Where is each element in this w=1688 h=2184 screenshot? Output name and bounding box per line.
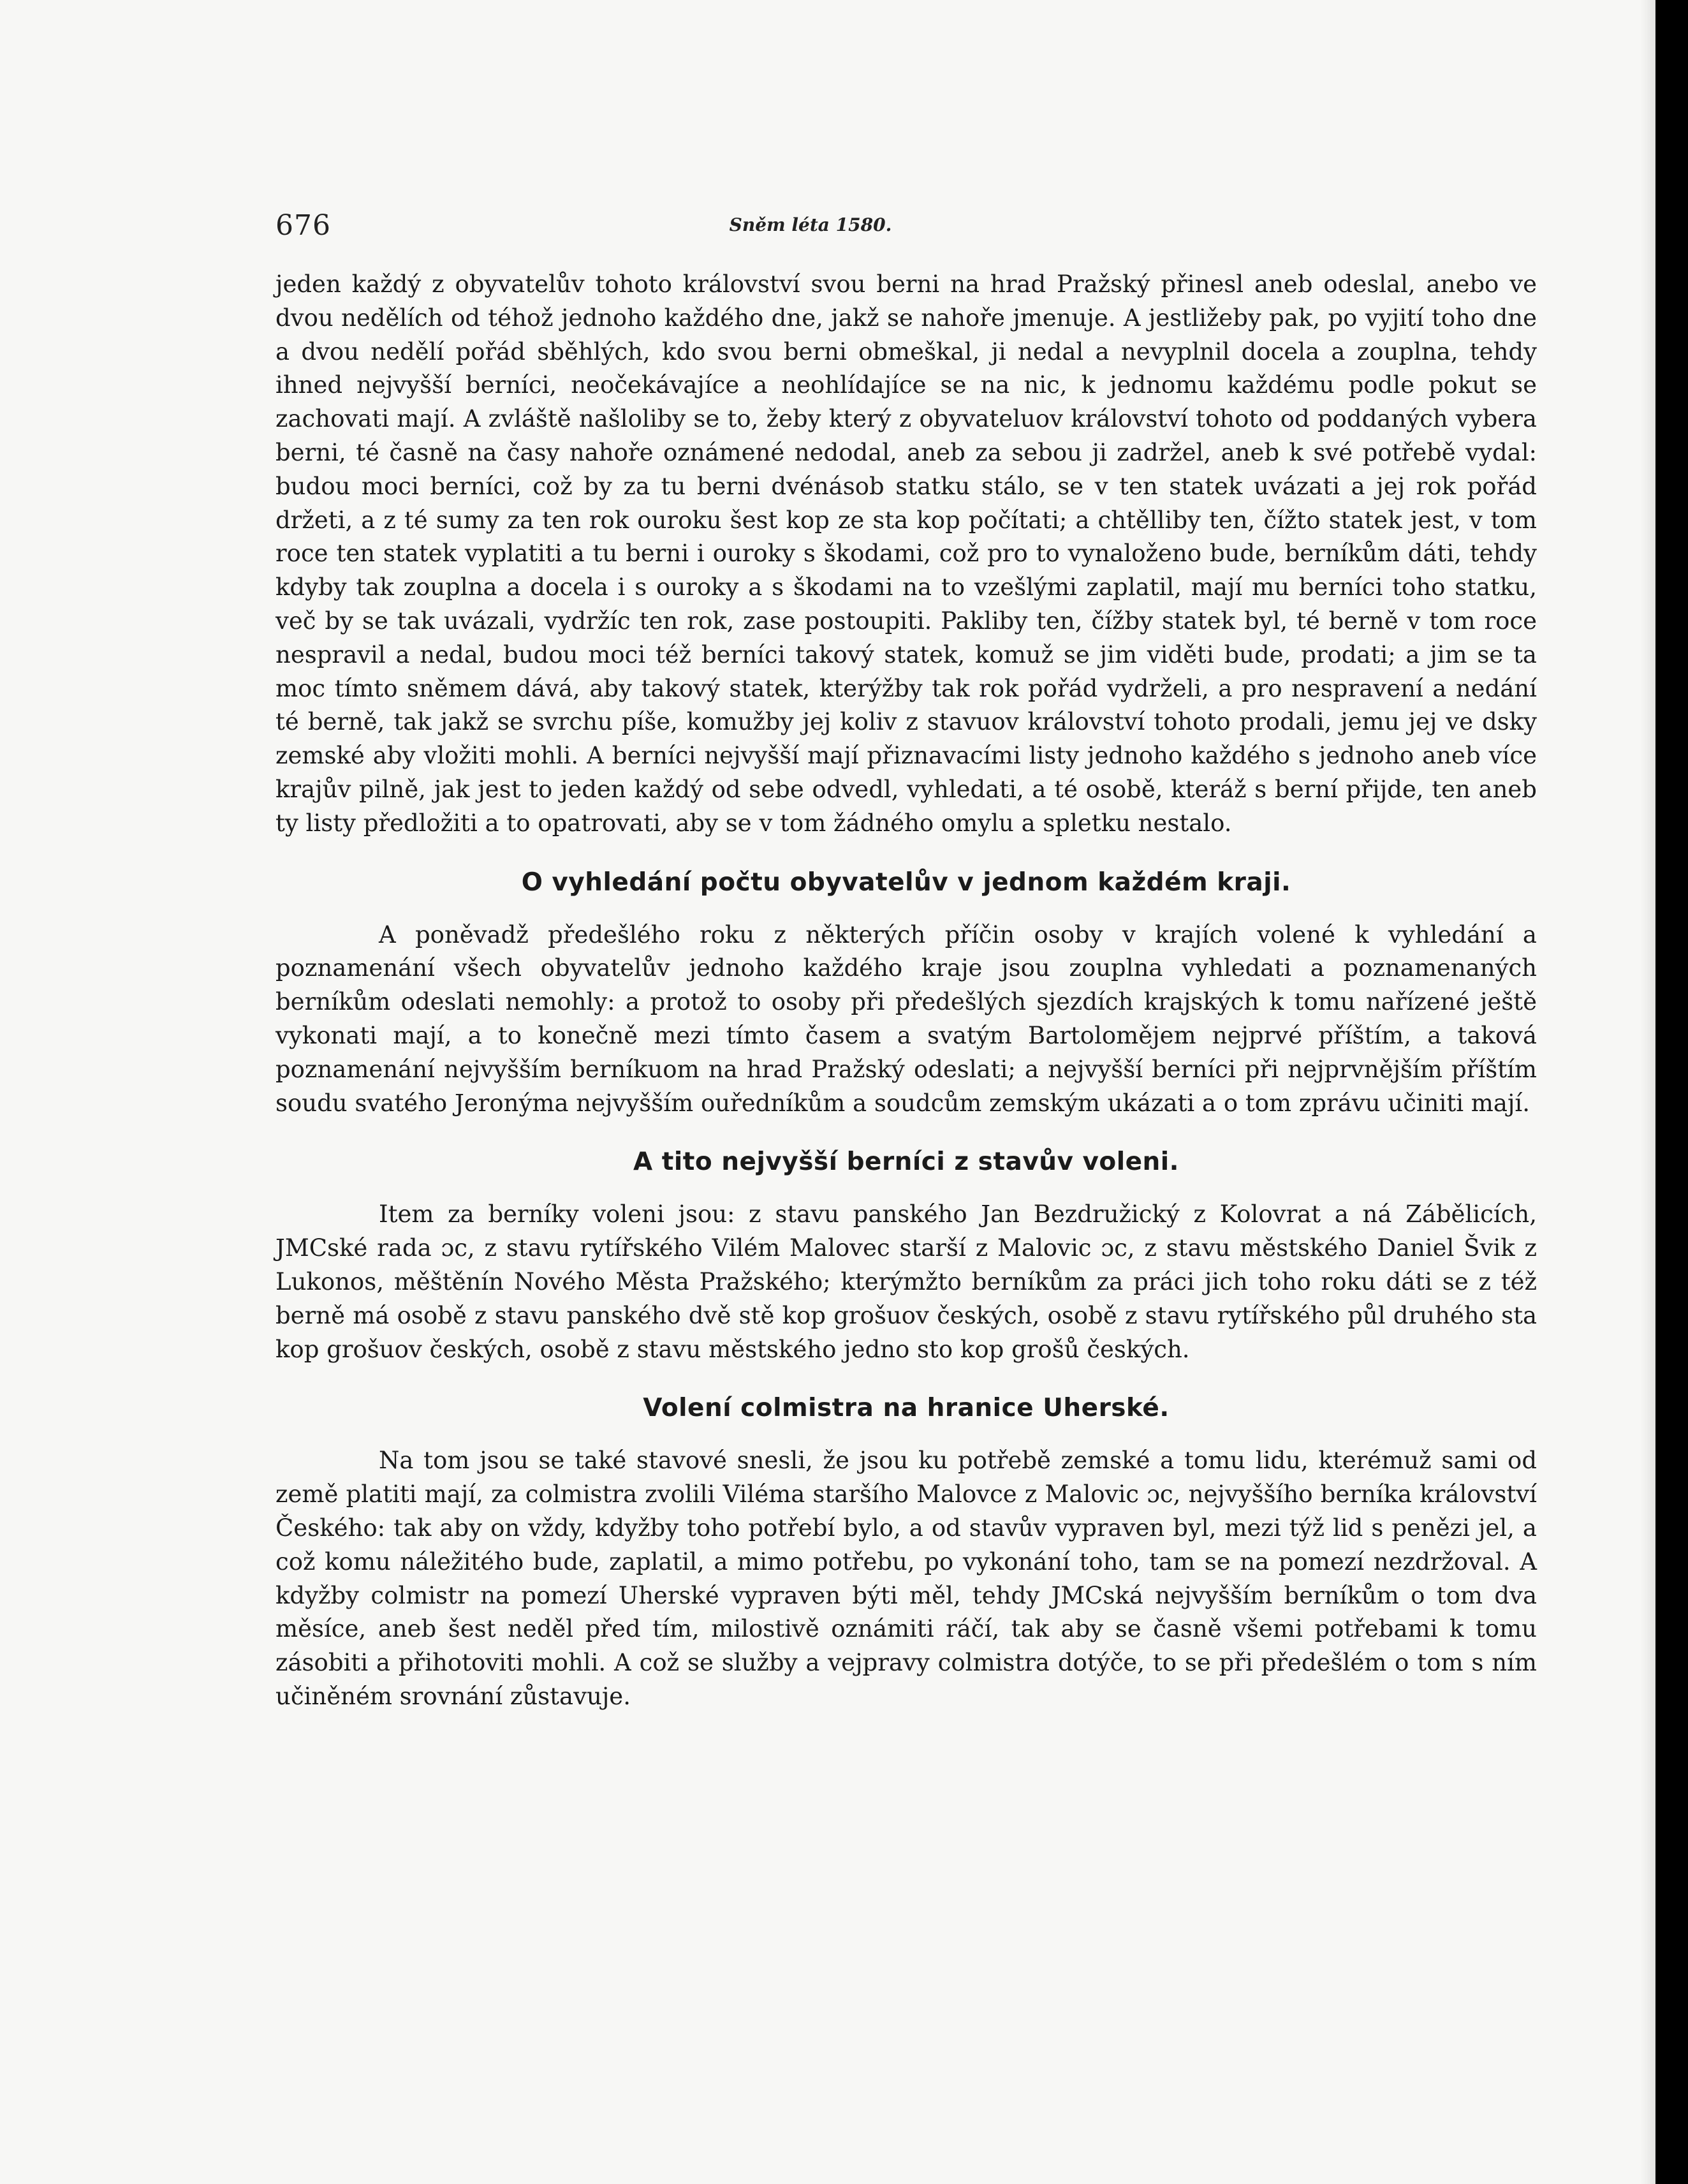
paragraph-3: Item za berníky voleni jsou: z stavu panského Jan Bezdružický z Kolovrat a ná Zábělicích, JMCské rada ɔc, z stavu rytířského Vilém Malovec starší z Malovic ɔc, z stavu městského Daniel Švik z Lukonos, měštěnín Nového Města Pražského; kterýmžto berníkům za práci jich toho roku dáti se z též berně má osobě z stavu panského dvě stě kop grošuov českých, osobě z stavu rytířského půl druhého sta kop grošuov českých, osobě z stavu městského jedno sto kop grošů českých.: [275, 1200, 1537, 1363]
paragraph-4: Na tom jsou se také stavové snesli, že jsou ku potřebě zemské a tomu lidu, kterémuž sami od země platiti mají, za colmistra zvolili Viléma staršího Malovce z Malovic ɔc, nejvyššího berníka království Českého: tak aby on vždy, kdyžby toho potřebí bylo, a od stavův vypraven byl, mezi týž lid s penězi jel, a což komu náležitého bude, zaplatil, a mimo potřebu, po vykonání toho, tam se na pomezí nezdržoval. A kdyžby colmistr na pomezí Uherské vypraven býti měl, tehdy JMCská nejvyšším berníkům o tom dva měsíce, aneb šest neděl před tím, milostivě oznámiti ráčí, tak aby se časně všemi potřebami k tomu zásobiti a přihotoviti mohli. A což se služby a vejpravy colmistra dotýče, to se při předešlém o tom s ním učiněném srovnání zůstavuje.: [275, 1447, 1537, 1710]
section-heading-3: Volení colmistra na hranice Uherské.: [643, 1394, 1170, 1423]
page-number: 676: [275, 209, 331, 242]
page-edge-shadow: [1640, 0, 1655, 2184]
paragraph-1: jeden každý z obyvatelův tohoto království svou berni na hrad Pražský přinesl aneb odeslal, anebo ve dvou nedělích od téhož jednoho každého dne, jakž se nahoře jmenuje. A jestližeby pak, po vyjití toho dne a dvou nedělí pořád sběhlých, kdo svou berni obmeškal, ji nedal a nevyplnil docela a zouplna, tehdy ihned nejvyšší berníci, neočekávajíce a neohlídajíce se na nic, k jednomu každému podle pokut se zachovati mají. A zvláště našloliby se to, žeby který z obyvateluov království tohoto od poddaných vybera berni, té časně na časy nahoře oznámené nedodal, aneb za sebou ji zadržel, aneb k své potřebě vydal: budou moci berníci, což by za tu berni dvénásob statku stálo, se v ten statek uvázati a jej rok pořád držeti, a z té sumy za ten rok ouroku šest kop ze sta kop počítati; a chtělliby ten, čížto statek jest, v tom roce ten statek vyplatiti a tu berni i ouroky s škodami, což pro to vynaloženo bude, berníkům dáti, tehdy kdyby tak zouplna a docela i s ouroky a s škodami na to vzešlými zaplatil, mají mu berníci toho statku, več by se tak uvázali, vydržíc ten rok, zase postoupiti. Pakliby ten, čížby statek byl, té berně v tom roce nespravil a nedal, budou moci též berníci takový statek, komuž se jim viděti bude, prodati; a jim se ta moc tímto sněmem dává, aby takový statek, kterýžby tak rok pořád vydrželi, a pro nespravení a nedání té berně, tak jakž se svrchu píše, komužby jej koliv z stavuov království tohoto prodali, jemu jej ve dsky zemské aby vložiti mohli. A berníci nejvyšší mají přiznavacími listy jednoho každého s jednoho aneb více krajův pilně, jak jest to jeden každý od sebe odvedl, vyhledati, a té osobě, kteráž s berní přijde, ten aneb ty listy předložiti a to opatrovati, aby se v tom žádného omylu a spletku nestalo.: [275, 270, 1537, 837]
section-heading-1: O vyhledání počtu obyvatelův v jednom každém kraji.: [521, 867, 1291, 897]
running-title: Sněm léta 1580.: [729, 214, 892, 235]
paragraph-2: A poněvadž předešlého roku z některých příčin osoby v krajích volené k vyhledání a poznamenání všech obyvatelův jednoho každého kraje jsou zouplna vyhledati a poznamenaných berníkům odeslati nemohly: a protož to osoby při předešlých sjezdích krajských k tomu nařízené ještě vykonati mají, a to konečně mezi tímto časem a svatým Bartolomějem nejprvé příštím, a taková poznamenání nejvyšším berníkuom na hrad Pražský odeslati; a nejvyšší berníci při nejprvnějším příštím soudu svatého Jeronýma nejvyšším ouředníkům a soudcům zemským ukázati a o tom zprávu učiniti mají.: [275, 920, 1537, 1117]
section-heading-2: A tito nejvyšší berníci z stavův voleni.: [633, 1147, 1179, 1177]
running-head: [275, 204, 1346, 242]
text-block: [275, 268, 1537, 1714]
